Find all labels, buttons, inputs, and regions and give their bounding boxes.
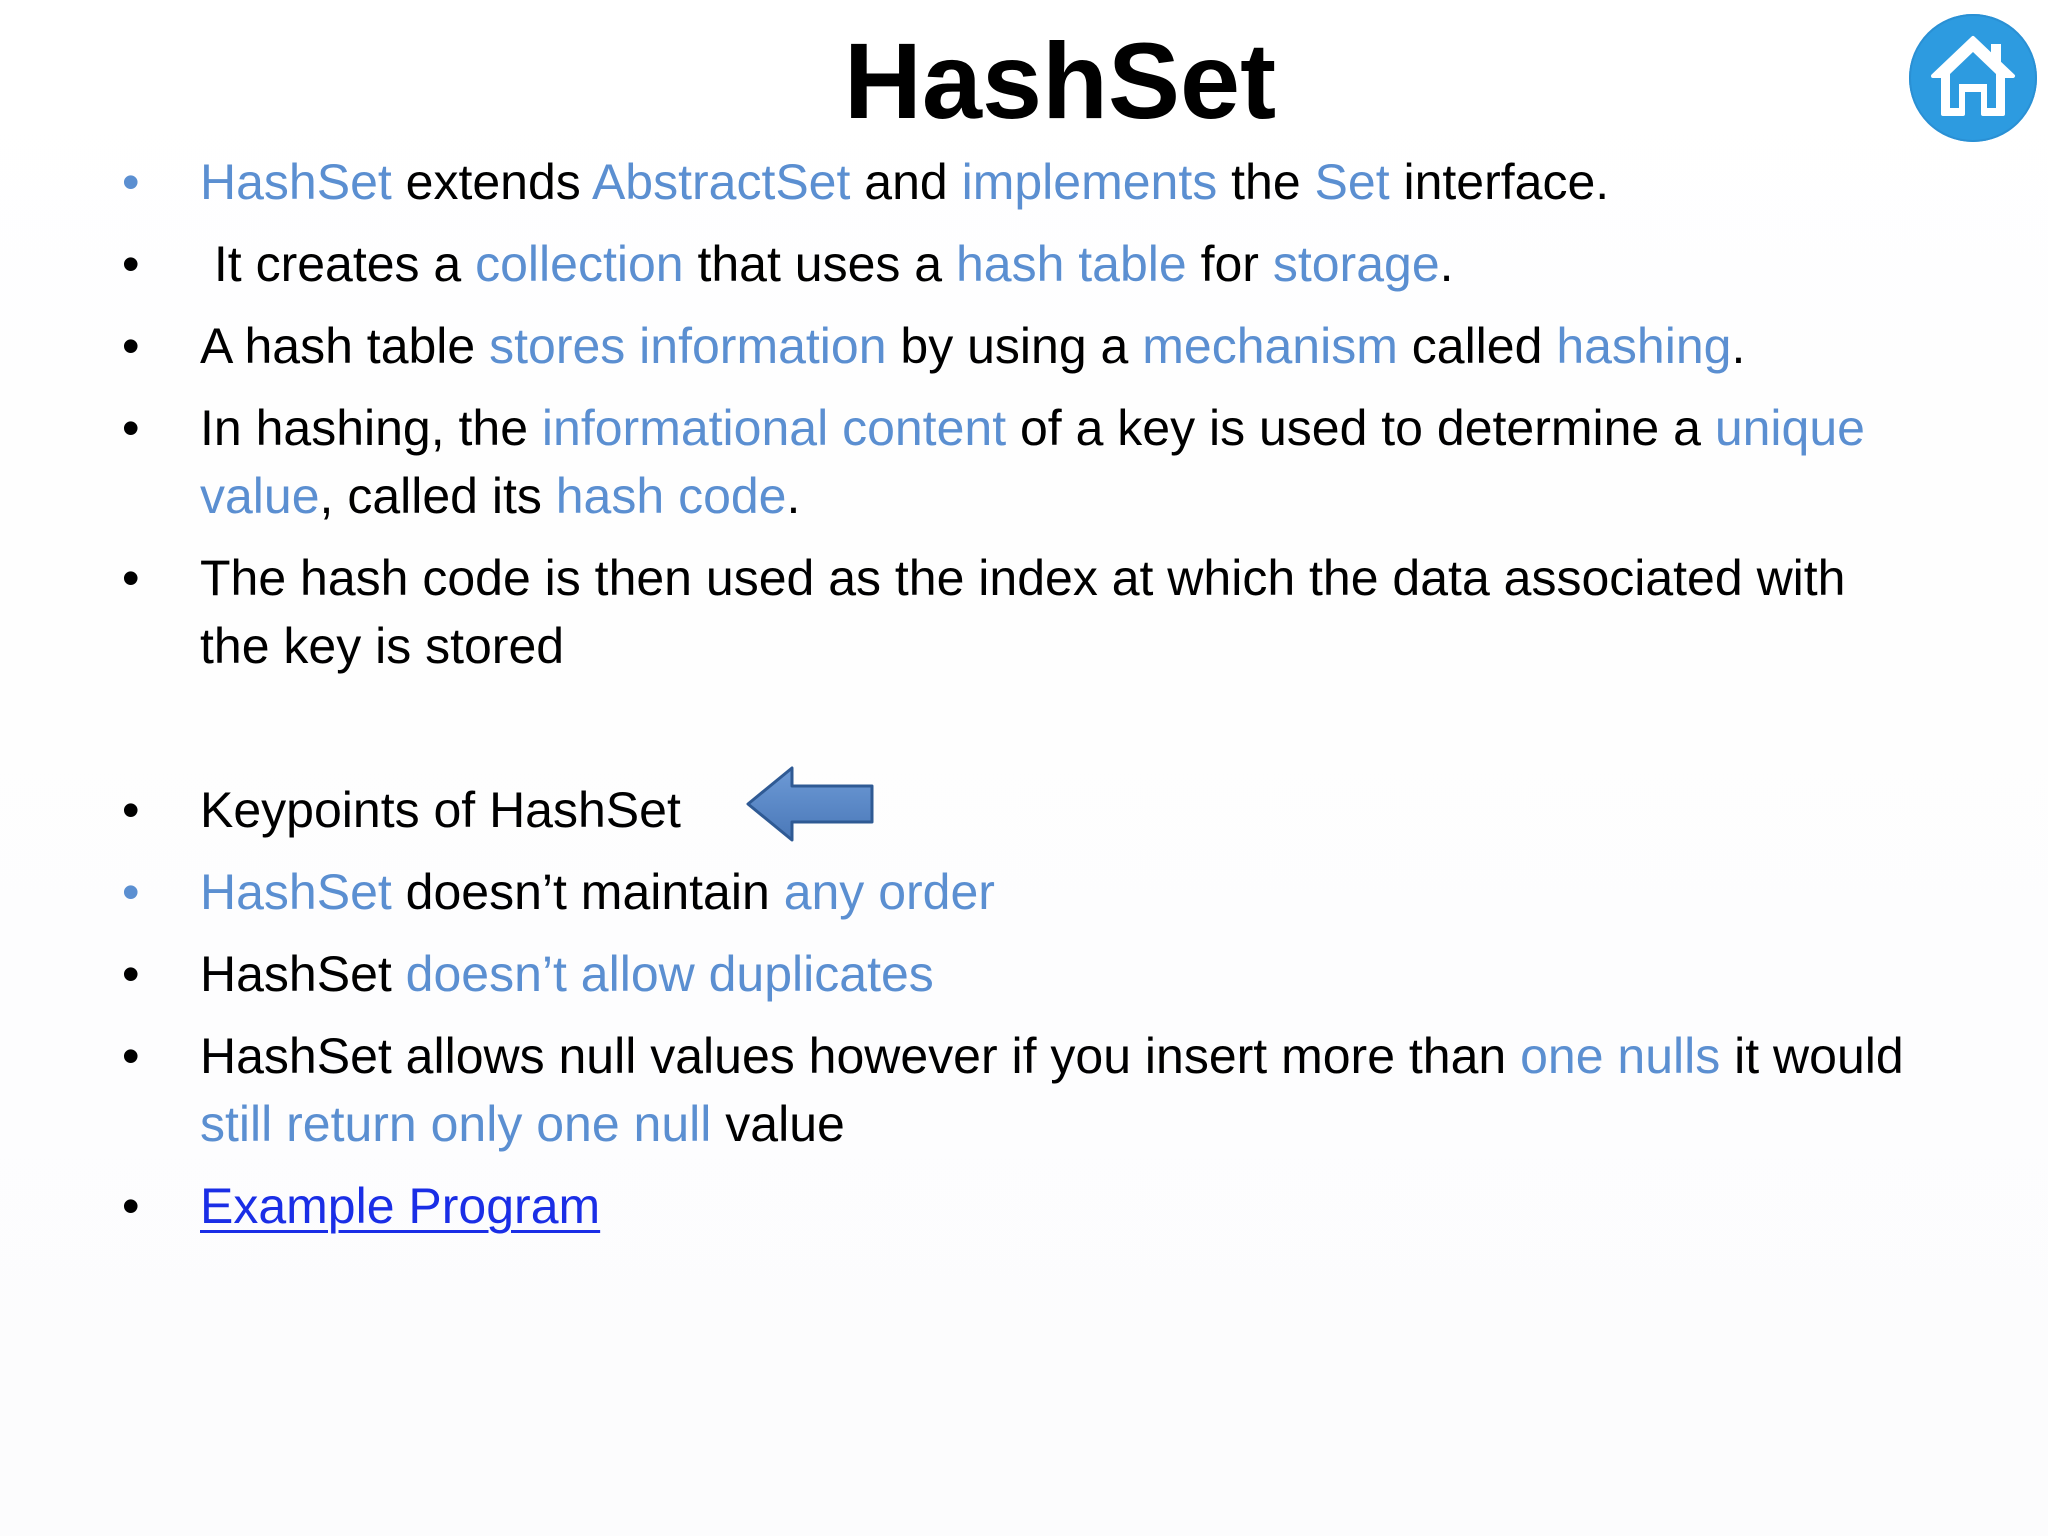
text-run: extends [391,154,592,210]
text-run: called [1397,318,1557,374]
text-run: , called its [319,468,556,524]
bullet-item [122,394,1920,530]
text-run: doesn’t allow duplicates [405,946,934,1002]
text-run: doesn’t maintain [391,864,784,920]
text-run: one nulls [1520,1028,1721,1084]
bullet-item [122,1022,1920,1158]
text-run: that uses a [683,236,956,292]
bullet-marker: • [122,1178,140,1234]
text-run: The hash code is then used as the index at which the data associated with the key is stored [200,550,1846,674]
text-run: any order [783,864,995,920]
text-run: informational content [541,400,1007,456]
text-run: HashSet [200,946,406,1002]
text-run: collection [475,236,684,292]
bullet-marker: • [122,400,140,456]
text-run: for [1186,236,1273,292]
text-run: unique value [200,400,1865,524]
text-run: it would [1720,1028,1904,1084]
example-program-link[interactable]: Example Program [200,1178,601,1234]
text-run: It creates a [200,236,476,292]
left-arrow-icon [744,764,876,844]
home-icon [1923,28,2023,128]
bullet-marker: • [122,946,140,1002]
text-run: Set [1314,154,1390,210]
text-run: In hashing, the [200,400,542,456]
bullet-item [122,148,1920,216]
bullet-marker: • [122,1028,140,1084]
bullet-item [122,776,1920,844]
bullet-marker: • [122,864,140,920]
text-run: HashSet [200,864,392,920]
text-run: implements [961,154,1218,210]
text-run: hashing [1556,318,1732,374]
bullet-marker: • [122,550,140,606]
bullet-item [122,230,1920,298]
bullet-marker: • [122,236,140,292]
text-run: Keypoints of HashSet [200,782,681,838]
text-run: by using a [886,318,1143,374]
text-run: AbstractSet [591,154,851,210]
text-run: stores information [489,318,887,374]
text-run: hash table [955,236,1187,292]
bullet-item [122,858,1920,926]
bullet-item [122,940,1920,1008]
text-run: storage [1272,236,1440,292]
text-run: interface. [1389,154,1610,210]
text-run: . [786,468,801,524]
bullet-marker: • [122,154,140,210]
bullet-item [122,312,1920,380]
text-run: . [1731,318,1746,374]
text-run: still return only one null [200,1096,712,1152]
text-run: and [850,154,962,210]
text-run: HashSet allows null values however if you insert more than [200,1028,1521,1084]
slide-title: HashSet [843,20,1277,141]
text-run: the [1217,154,1315,210]
text-run: mechanism [1142,318,1398,374]
text-run: . [1439,236,1454,292]
bullet-marker: • [122,318,140,374]
bullet-item [122,544,1920,680]
text-run: HashSet [200,154,392,210]
text-run: A hash table [200,318,490,374]
text-run: value [711,1096,845,1152]
text-run: hash code [555,468,787,524]
bullet-item [122,1172,1920,1240]
bullet-marker: • [122,782,140,838]
text-run: of a key is used to determine a [1006,400,1715,456]
home-button[interactable] [1909,14,2037,142]
